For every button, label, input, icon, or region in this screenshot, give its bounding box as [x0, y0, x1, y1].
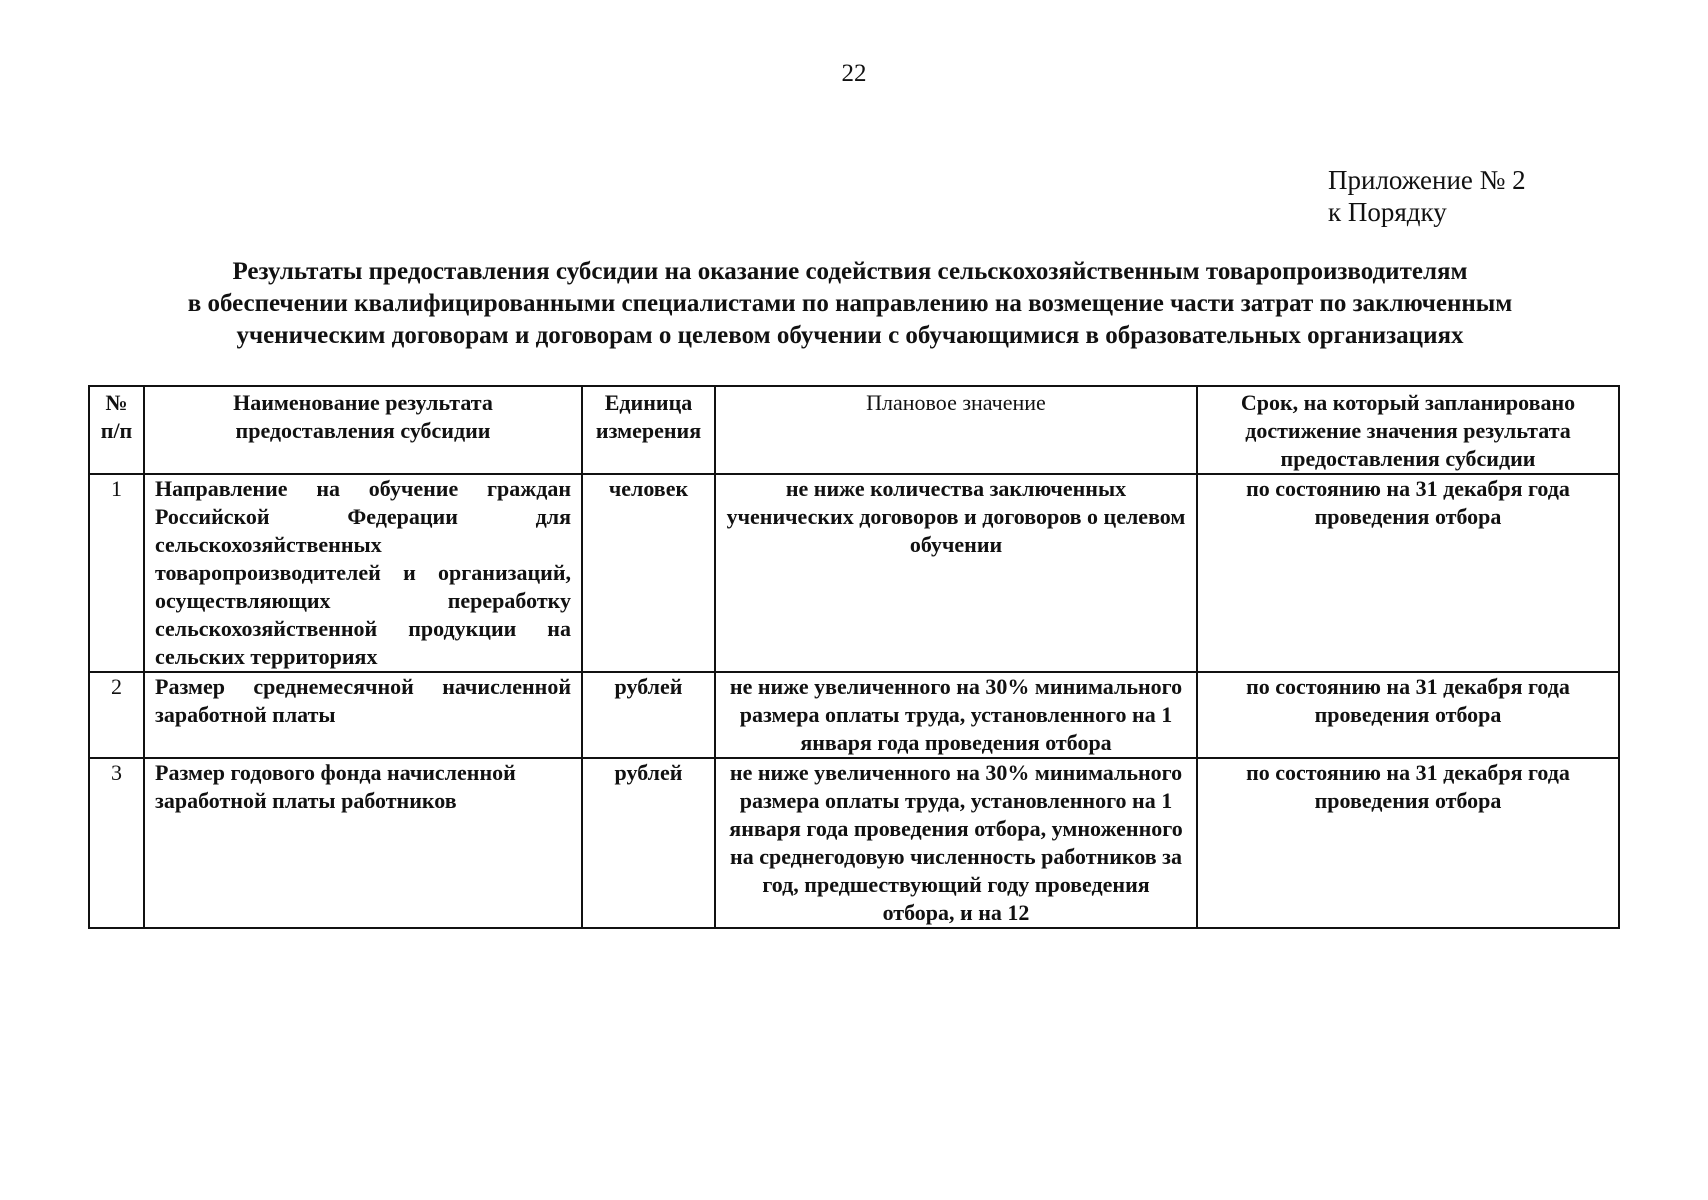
title-line-3: ученическим договорам и договорам о целевом обучении с обучающимися в образовательных организациях: [236, 322, 1464, 349]
table-row: [89, 474, 1619, 672]
appendix-label: [1328, 164, 1526, 228]
row-name: Направление на обучение граждан Российской Федерации для сельскохозяйственных товаропроизводителей и организаций, осуществляющих переработку сельскохозяйственной продукции на сельских территориях: [144, 474, 582, 672]
title-line-2: в обеспечении квалифицированными специалистами по направлению на возмещение части затрат по заключенным: [187, 290, 1513, 317]
row-unit: человек: [582, 474, 715, 672]
title-line-1: Результаты предоставления субсидии на оказание содействия сельскохозяйственным товаропроизводителям: [232, 258, 1468, 285]
header-plan: Плановое значение: [715, 386, 1197, 474]
header-num: № п/п: [89, 386, 144, 474]
row-name: Размер среднемесячной начисленной заработной платы: [144, 672, 582, 758]
row-plan: не ниже количества заключенных ученических договоров и договоров о целевом обучении: [715, 474, 1197, 672]
row-term: по состоянию на 31 декабря года проведения отбора: [1197, 672, 1619, 758]
results-table: [88, 385, 1620, 929]
header-unit: Единица измерения: [582, 386, 715, 474]
row-num: 2: [89, 672, 144, 758]
header-name: Наименование результата предоставления субсидии: [144, 386, 582, 474]
row-unit: рублей: [582, 758, 715, 928]
appendix-line-1: Приложение № 2: [1328, 165, 1526, 195]
table-row: [89, 672, 1619, 758]
row-name: Размер годового фонда начисленной заработной платы работников: [144, 758, 582, 928]
header-term: Срок, на который запланировано достижение значения результата предоставления субсидии: [1197, 386, 1619, 474]
table-row: [89, 758, 1619, 928]
appendix-line-2: к Порядку: [1328, 197, 1447, 227]
row-term: по состоянию на 31 декабря года проведения отбора: [1197, 758, 1619, 928]
table-header-row: [89, 386, 1619, 474]
row-plan: не ниже увеличенного на 30% минимального размера оплаты труда, установленного на 1 января года проведения отбора: [715, 672, 1197, 758]
row-term: по состоянию на 31 декабря года проведения отбора: [1197, 474, 1619, 672]
document-title: [130, 256, 1570, 352]
row-plan: не ниже увеличенного на 30% минимального размера оплаты труда, установленного на 1 января года проведения отбора, умноженного на среднегодовую численность работников за год, предшествующий году проведения отбора, и на 12: [715, 758, 1197, 928]
page-number: 22: [841, 60, 867, 87]
row-unit: рублей: [582, 672, 715, 758]
row-num: 3: [89, 758, 144, 928]
row-num: 1: [89, 474, 144, 672]
